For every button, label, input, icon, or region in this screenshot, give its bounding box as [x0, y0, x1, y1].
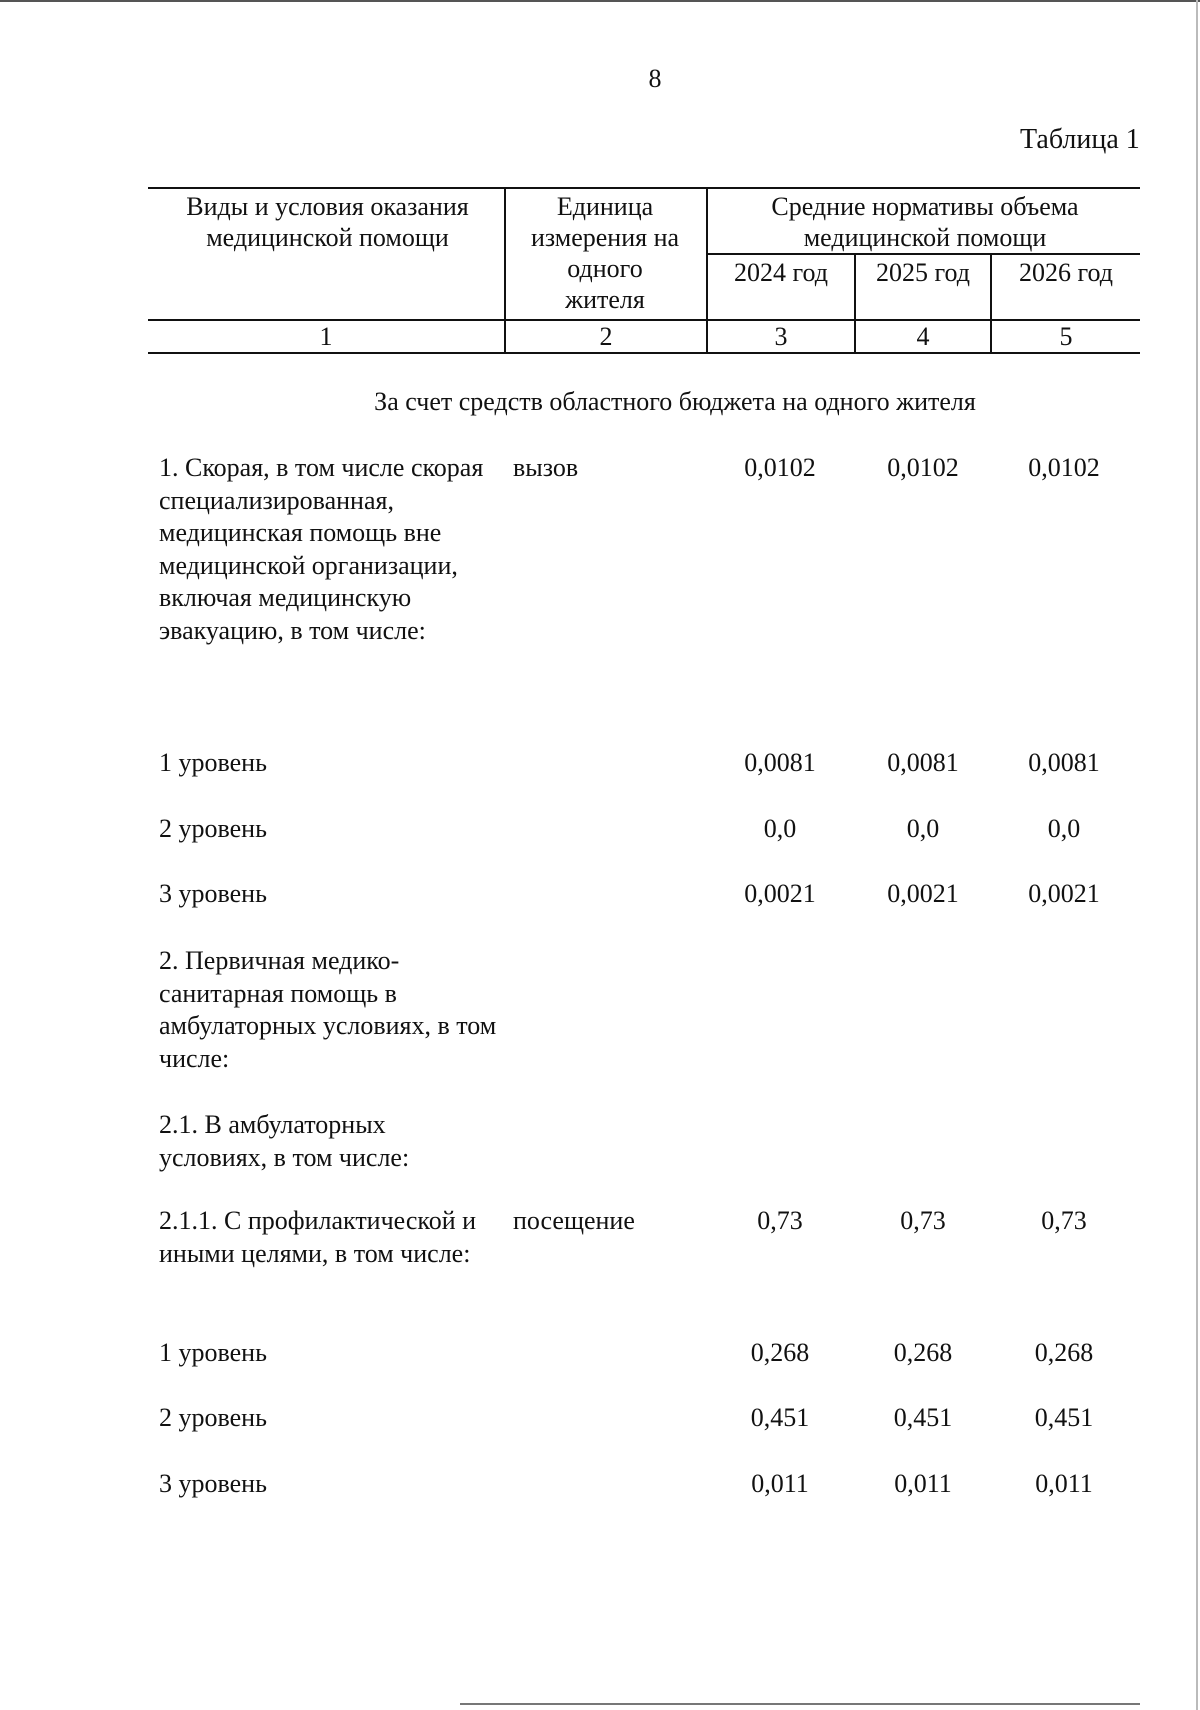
row-value-2026: 0,0081: [1028, 748, 1100, 777]
row-value-2026: 0,011: [1035, 1469, 1093, 1498]
row-value-2025: 0,73: [900, 1206, 946, 1235]
row-care-type: 1. Скорая, в том числе скорая специализированная, медицинская помощь вне медицинской организации, включая медицинскую эвакуацию, в том числе:: [159, 453, 484, 645]
row-unit: вызов: [513, 453, 579, 482]
scan-border-right: [1196, 0, 1198, 1710]
header-year-2024: 2024 год: [734, 258, 828, 287]
row-care-type: 2 уровень: [159, 814, 267, 843]
table-caption: Таблица 1: [1020, 124, 1140, 155]
row-value-2024: 0,011: [751, 1469, 809, 1498]
table-rule-top: [148, 187, 1140, 189]
header-average-norms: Средние нормативы объема медицинской помощи: [771, 192, 1079, 252]
row-care-type: 2.1. В амбулаторных условиях, в том числе:: [159, 1110, 410, 1172]
row-value-2025: 0,0: [906, 814, 940, 843]
header-year-2026: 2026 год: [1019, 258, 1113, 287]
row-care-type: 2. Первичная медико-санитарная помощь в амбулаторных условиях, в том числе:: [159, 946, 497, 1073]
row-care-type: 2 уровень: [159, 1403, 267, 1432]
row-value-2024: 0,0102: [744, 453, 816, 482]
row-value-2026: 0,0021: [1028, 879, 1100, 908]
row-value-2024: 0,0081: [744, 748, 816, 777]
row-value-2025: 0,0021: [887, 879, 959, 908]
section-title: За счет средств областного бюджета на одного жителя: [374, 387, 976, 416]
header-care-types: Виды и условия оказания медицинской помощи: [186, 192, 469, 252]
row-care-type: 2.1.1. С профилактической и иными целями, в том числе:: [159, 1206, 477, 1268]
page-number: 8: [648, 64, 662, 93]
header-unit: Единица измерения на одного жителя: [530, 192, 680, 314]
row-value-2025: 0,451: [893, 1403, 953, 1432]
table-rule-years: [706, 253, 1140, 255]
row-value-2024: 0,0: [763, 814, 797, 843]
row-value-2026: 0,268: [1034, 1338, 1094, 1367]
row-value-2026: 0,73: [1041, 1206, 1087, 1235]
row-care-type: 1 уровень: [159, 748, 267, 777]
scan-border-top: [0, 0, 1200, 2]
row-value-2025: 0,011: [894, 1469, 952, 1498]
column-number-2: 2: [599, 322, 613, 351]
row-value-2026: 0,0102: [1028, 453, 1100, 482]
scan-border-bottom: [460, 1703, 1140, 1705]
row-care-type: 1 уровень: [159, 1338, 267, 1367]
row-value-2024: 0,0021: [744, 879, 816, 908]
column-number-3: 3: [774, 322, 788, 351]
row-value-2026: 0,0: [1047, 814, 1081, 843]
column-number-4: 4: [916, 322, 930, 351]
row-care-type: 3 уровень: [159, 879, 267, 908]
row-value-2025: 0,0102: [887, 453, 959, 482]
column-number-1: 1: [319, 322, 333, 351]
header-year-2025: 2025 год: [876, 258, 970, 287]
row-value-2024: 0,73: [757, 1206, 803, 1235]
row-unit: посещение: [513, 1206, 635, 1235]
column-number-5: 5: [1059, 322, 1073, 351]
row-value-2026: 0,451: [1034, 1403, 1094, 1432]
row-value-2024: 0,268: [750, 1338, 810, 1367]
row-care-type: 3 уровень: [159, 1469, 267, 1498]
row-value-2025: 0,268: [893, 1338, 953, 1367]
row-value-2025: 0,0081: [887, 748, 959, 777]
row-value-2024: 0,451: [750, 1403, 810, 1432]
